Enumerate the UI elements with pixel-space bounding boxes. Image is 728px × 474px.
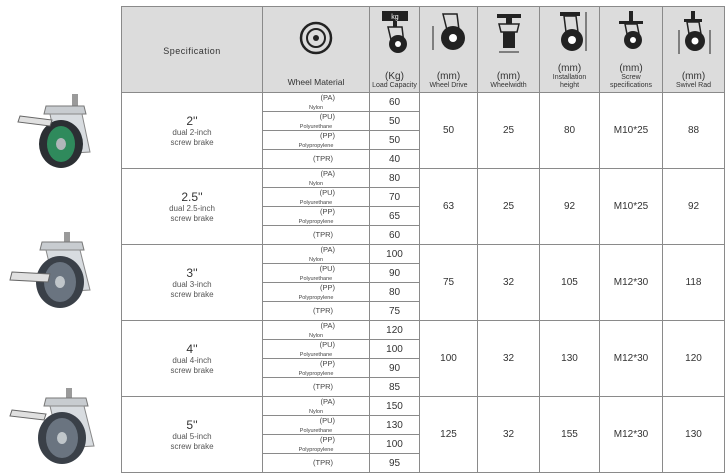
- install-height-cell: 105: [540, 245, 600, 321]
- material-name: Nylon: [308, 105, 324, 111]
- material-code: (PP): [320, 435, 335, 444]
- wheel-width-icon: [489, 10, 529, 56]
- load-capacity-cell: 90: [370, 264, 420, 283]
- wheel-drive-cell: 125: [420, 397, 478, 473]
- spec-cell: [122, 93, 263, 169]
- load-capacity-cell: 130: [370, 416, 420, 435]
- load-capacity-cell: 100: [370, 435, 420, 454]
- wheel-drive-cell: 100: [420, 321, 478, 397]
- screw-cell: M12*30: [600, 321, 663, 397]
- wheel-width-cell: 32: [478, 397, 540, 473]
- caster-brake: screw brake: [170, 441, 214, 451]
- wheel-drive-cell: 50: [420, 93, 478, 169]
- material-cell: [263, 378, 370, 397]
- material-cell: [263, 226, 370, 245]
- header-install-height: (mm) Installation height: [540, 7, 600, 93]
- screw-spec-icon: [611, 10, 651, 50]
- load-capacity-cell: 100: [370, 245, 420, 264]
- install-height-cell: 80: [540, 93, 600, 169]
- screw-cell: M10*25: [600, 93, 663, 169]
- wheel-width-cell: 25: [478, 169, 540, 245]
- material-code: (TPR): [313, 382, 333, 391]
- install-height-cell: 130: [540, 321, 600, 397]
- caster-desc: dual 4-inch: [172, 355, 212, 365]
- material-cell: [263, 150, 370, 169]
- material-code: (PU): [319, 416, 335, 425]
- material-code: (PP): [320, 283, 335, 292]
- caster-desc: dual 2.5-inch: [169, 203, 215, 213]
- weight-caster-icon: [378, 10, 412, 56]
- material-code: (PU): [319, 264, 335, 273]
- material-cell: [263, 321, 370, 340]
- material-name: Nylon: [308, 181, 324, 187]
- load-capacity-cell: 80: [370, 169, 420, 188]
- material-cell: [263, 169, 370, 188]
- install-height-cell: 155: [540, 397, 600, 473]
- spec-table-body: [122, 93, 725, 473]
- caster-size: 5'': [186, 417, 198, 432]
- caster-desc: dual 3-inch: [172, 279, 212, 289]
- material-name: Polypropylene: [298, 219, 334, 225]
- header-swivel: (mm) Swivel Rad: [663, 7, 725, 93]
- header-wheel-drive: (mm) Wheel Drive: [420, 7, 478, 93]
- swivel-cell: 88: [663, 93, 725, 169]
- load-capacity-cell: 90: [370, 359, 420, 378]
- installation-height-icon: [550, 10, 590, 56]
- material-cell: [263, 112, 370, 131]
- swivel-cell: 92: [663, 169, 725, 245]
- header-specification: Specification: [122, 7, 263, 93]
- material-name: Nylon: [308, 257, 324, 263]
- spec-cell: [122, 321, 263, 397]
- load-capacity-cell: 85: [370, 378, 420, 397]
- load-capacity-cell: 80: [370, 283, 420, 302]
- screw-cell: M10*25: [600, 169, 663, 245]
- material-code: (PP): [320, 131, 335, 140]
- table-row: [122, 397, 725, 416]
- header-wheel-material: Wheel Material: [263, 7, 370, 93]
- screw-cell: M12*30: [600, 397, 663, 473]
- material-cell: [263, 188, 370, 207]
- screw-cell: M12*30: [600, 245, 663, 321]
- material-code: (PA): [320, 169, 335, 178]
- material-name: Nylon: [308, 333, 324, 339]
- caster-photos: [0, 0, 120, 474]
- material-code: (PA): [320, 321, 335, 330]
- kg-icon-text: kg: [390, 14, 399, 21]
- material-code: (TPR): [313, 458, 333, 467]
- material-cell: [263, 283, 370, 302]
- header-wheel-width: (mm) Wheelwidth: [478, 7, 540, 93]
- wheel-width-cell: 25: [478, 93, 540, 169]
- material-cell: [263, 207, 370, 226]
- load-capacity-cell: 70: [370, 188, 420, 207]
- load-capacity-cell: 95: [370, 454, 420, 473]
- table-row: [122, 245, 725, 264]
- material-name: Nylon: [308, 409, 324, 415]
- material-cell: [263, 359, 370, 378]
- caster-brake: screw brake: [170, 137, 214, 147]
- material-cell: [263, 245, 370, 264]
- spec-cell: [122, 169, 263, 245]
- material-code: (PA): [320, 397, 335, 406]
- material-code: (PP): [320, 359, 335, 368]
- table-row: [122, 93, 725, 112]
- caster-desc: dual 2-inch: [172, 127, 212, 137]
- material-name: Polyurethane: [299, 276, 333, 282]
- material-name: Polypropylene: [298, 371, 334, 377]
- spec-cell: [122, 397, 263, 473]
- caster-size: 2'': [186, 113, 198, 128]
- wheel-drive-cell: 63: [420, 169, 478, 245]
- load-capacity-cell: 150: [370, 397, 420, 416]
- spec-cell: [122, 245, 263, 321]
- swivel-radius-icon: [674, 10, 714, 56]
- caster-5in-image: [6, 388, 114, 466]
- load-capacity-cell: 50: [370, 112, 420, 131]
- material-cell: [263, 416, 370, 435]
- header-row: [122, 7, 725, 93]
- material-code: (PP): [320, 207, 335, 216]
- caster-desc: dual 5-inch: [172, 431, 212, 441]
- caster-size: 2.5'': [181, 189, 203, 204]
- load-capacity-cell: 40: [370, 150, 420, 169]
- table-row: [122, 169, 725, 188]
- caster-brake: screw brake: [170, 289, 214, 299]
- material-code: (TPR): [313, 230, 333, 239]
- load-capacity-cell: 60: [370, 93, 420, 112]
- wheel-diameter-icon: [429, 10, 469, 56]
- load-capacity-cell: 75: [370, 302, 420, 321]
- material-code: (PU): [319, 340, 335, 349]
- material-name: Polyurethane: [299, 352, 333, 358]
- material-cell: [263, 93, 370, 112]
- material-code: (PA): [320, 245, 335, 254]
- material-name: Polypropylene: [298, 295, 334, 301]
- material-cell: [263, 435, 370, 454]
- caster-size: 3'': [186, 265, 198, 280]
- load-capacity-cell: 50: [370, 131, 420, 150]
- load-capacity-cell: 100: [370, 340, 420, 359]
- wheel-width-cell: 32: [478, 245, 540, 321]
- material-name: Polypropylene: [298, 143, 334, 149]
- material-cell: [263, 131, 370, 150]
- material-code: (TPR): [313, 306, 333, 315]
- material-code: (TPR): [313, 154, 333, 163]
- material-code: (PA): [320, 93, 335, 102]
- material-cell: [263, 264, 370, 283]
- wheel-drive-cell: 75: [420, 245, 478, 321]
- header-load: kg (Kg) Load Capacity: [370, 7, 420, 93]
- header-screw: (mm) Screw specifications: [600, 7, 663, 93]
- material-cell: [263, 340, 370, 359]
- material-name: Polyurethane: [299, 200, 333, 206]
- install-height-cell: 92: [540, 169, 600, 245]
- material-cell: [263, 397, 370, 416]
- material-cell: [263, 302, 370, 321]
- caster-size: 4'': [186, 341, 198, 356]
- material-name: Polypropylene: [298, 447, 334, 453]
- caster-2in-image: [6, 92, 114, 170]
- swivel-cell: 118: [663, 245, 725, 321]
- material-name: Polyurethane: [299, 428, 333, 434]
- caster-brake: screw brake: [170, 365, 214, 375]
- swivel-cell: 130: [663, 397, 725, 473]
- wheel-front-icon: [299, 21, 333, 55]
- table-row: [122, 321, 725, 340]
- caster-3in-image: [6, 232, 114, 310]
- wheel-width-cell: 32: [478, 321, 540, 397]
- material-name: Polyurethane: [299, 124, 333, 130]
- caster-brake: screw brake: [170, 213, 214, 223]
- load-capacity-cell: 120: [370, 321, 420, 340]
- material-code: (PU): [319, 188, 335, 197]
- load-capacity-cell: 65: [370, 207, 420, 226]
- load-capacity-cell: 60: [370, 226, 420, 245]
- spec-table: [121, 6, 725, 473]
- material-code: (PU): [319, 112, 335, 121]
- swivel-cell: 120: [663, 321, 725, 397]
- material-cell: [263, 454, 370, 473]
